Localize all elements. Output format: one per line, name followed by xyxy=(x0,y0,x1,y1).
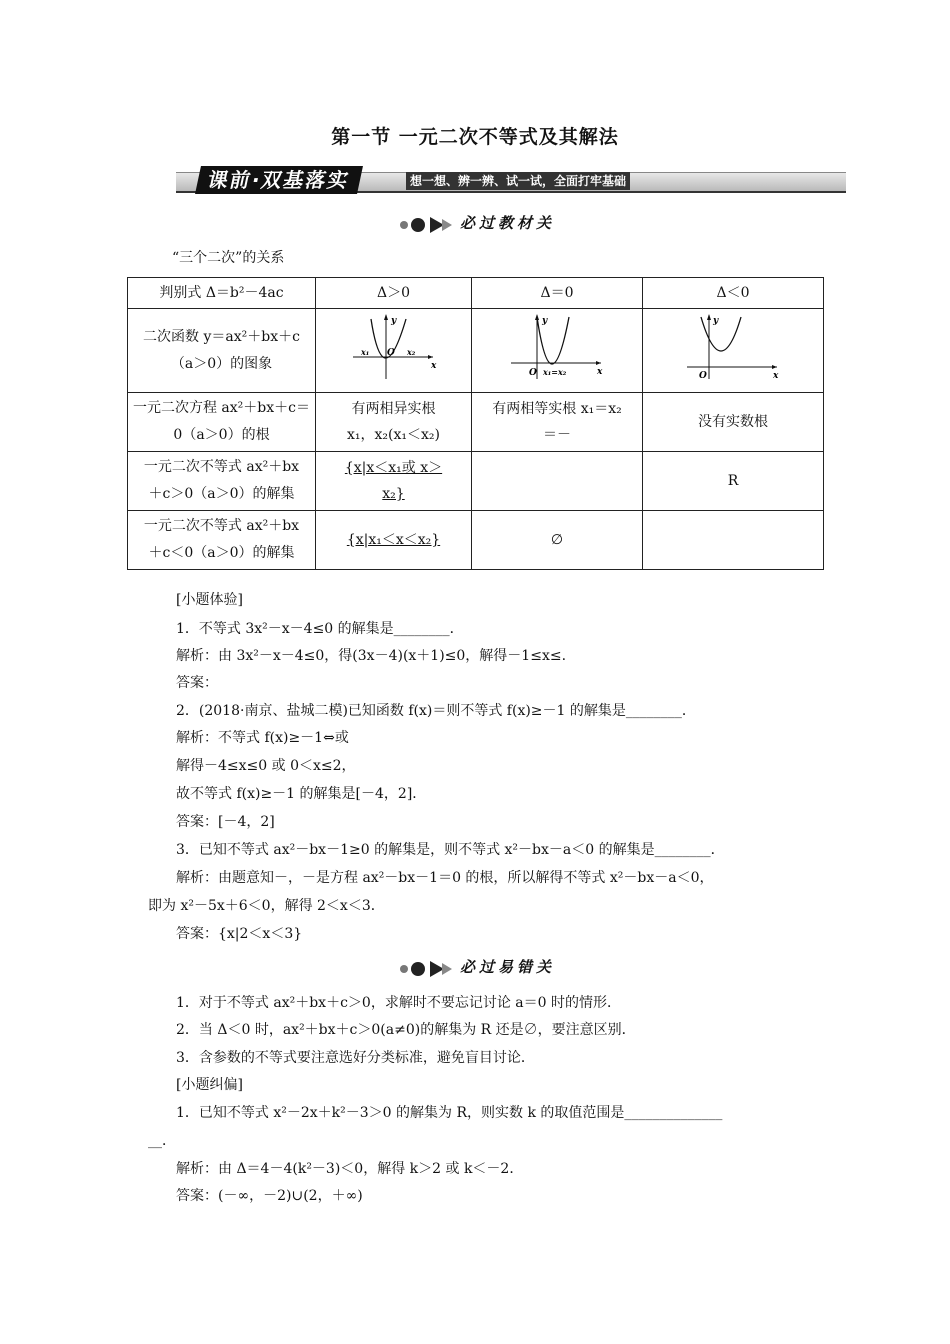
cell-line: {x|x＜x₁或 x＞ xyxy=(344,460,443,476)
header-cell: Δ＝0 xyxy=(472,278,643,309)
axis-label: y xyxy=(542,316,548,326)
axis-label: x xyxy=(773,371,779,381)
page-title: 第一节 一元二次不等式及其解法 xyxy=(331,126,619,148)
axis-label: y xyxy=(713,316,719,326)
text-line: 1．对于不等式 ax²＋bx＋c＞0，求解时不要忘记讨论 a＝0 时的情形． xyxy=(176,995,621,1011)
dots-arrow-icon xyxy=(398,216,458,234)
axis-label: x xyxy=(430,361,436,371)
three-quadratics-table xyxy=(127,277,824,570)
section-banner xyxy=(176,164,846,196)
parabola-no-root-graph xyxy=(683,311,783,381)
text-line: 解析：由题意知－，－是方程 ax²－bx－1＝0 的根，所以解得不等式 x²－bx－a＜0， xyxy=(176,870,714,886)
row-label: 一元二次方程 ax²＋bx＋c＝0（a＞0）的根 xyxy=(128,393,316,452)
table-caption: “三个二次”的关系 xyxy=(172,250,285,266)
text-line: 答案： xyxy=(176,675,218,691)
cell-line: 有两相等实根 x₁＝x₂ xyxy=(492,401,622,417)
header-cell: Δ＜0 xyxy=(643,278,824,309)
text-line: 解析：由 Δ＝4－4(k²－3)＜0，解得 k＞2 或 k＜－2． xyxy=(176,1161,524,1177)
parabola-two-roots-graph xyxy=(349,311,439,381)
dots-arrow-icon xyxy=(398,960,458,978)
text-line: [小题纠偏] xyxy=(176,1077,243,1093)
text-line: 答案：[－4，2] xyxy=(176,814,275,830)
cell-line: x₂} xyxy=(382,486,405,502)
text-line: 3．含参数的不等式要注意选好分类标准，避免盲目讨论． xyxy=(176,1050,535,1066)
origin-label: O xyxy=(529,368,537,378)
table-cell xyxy=(316,393,472,452)
cell-line: 一元二次不等式 ax²＋bx xyxy=(143,518,300,534)
graph-cell xyxy=(472,309,643,393)
banner-main-text: 课前·双基落实 xyxy=(195,166,363,194)
table-cell xyxy=(316,452,472,511)
root-label: x₁=x₂ xyxy=(543,367,567,377)
text-line: 2．当 Δ＜0 时，ax²＋bx＋c＞0(a≠0)的解集为 R 还是∅，要注意区别． xyxy=(176,1022,636,1038)
parabola-one-root-graph xyxy=(507,311,607,381)
table-cell: 没有实数根 xyxy=(643,393,824,452)
cell-line: ＝－ xyxy=(543,427,571,443)
table-cell xyxy=(472,452,643,511)
table-cell xyxy=(643,511,824,570)
cell-line: x₁，x₂(x₁＜x₂) xyxy=(347,427,440,443)
text-line: 2．(2018·南京、盐城二模)已知函数 f(x)＝则不等式 f(x)≥－1 的解集是________． xyxy=(176,703,696,719)
text-line: [小题体验] xyxy=(176,592,243,608)
header-cell: Δ＞0 xyxy=(316,278,472,309)
cell-line: 一元二次不等式 ax²＋bx xyxy=(143,459,300,475)
text-line: 答案：{x|2＜x＜3} xyxy=(176,926,303,942)
cell-line: ＋c＞0（a＞0）的解集 xyxy=(148,486,295,502)
table-cell xyxy=(472,393,643,452)
cell-line: 有两相异实根 xyxy=(351,401,436,417)
text-line: 即为 x²－5x＋6＜0，解得 2＜x＜3． xyxy=(148,898,385,914)
section-label: 必过教材关 xyxy=(460,214,556,232)
text-line: __． xyxy=(148,1133,176,1149)
section-label: 必过易错关 xyxy=(460,958,556,976)
graph-cell xyxy=(643,309,824,393)
text-line: 故不等式 f(x)≥－1 的解集是[－4，2]． xyxy=(176,786,427,802)
cell-line: ＋c＜0（a＞0）的解集 xyxy=(148,545,295,561)
text-line: 1．不等式 3x²－x－4≤0 的解集是________． xyxy=(176,621,464,637)
table-row xyxy=(128,393,824,452)
origin-label: O xyxy=(386,348,395,358)
cell-line: {x|x₁＜x＜x₂} xyxy=(346,532,441,548)
banner-sub-text: 想一想、辨一辨、试一试，全面打牢基础 xyxy=(406,172,630,190)
table-row xyxy=(128,309,824,393)
section-heading-textbook xyxy=(398,212,598,236)
text-line: 解析：由 3x²－x－4≤0，得(3x－4)(x＋1)≤0，解得－1≤x≤. xyxy=(176,648,567,664)
root-label: x₁ xyxy=(360,347,369,357)
origin-label: O xyxy=(699,371,707,381)
root-label: x₂ xyxy=(406,347,415,357)
text-line: 解得－4≤x≤0 或 0＜x≤2， xyxy=(176,758,356,774)
header-cell: 判别式 Δ＝b²－4ac xyxy=(128,278,316,309)
axis-label: x xyxy=(597,367,603,377)
text-line: 1．已知不等式 x²－2x＋k²－3＞0 的解集为 R，则实数 k 的取值范围是______________ xyxy=(176,1105,723,1121)
text-line: 3．已知不等式 ax²－bx－1≥0 的解集是，则不等式 x²－bx－a＜0 的解集是________． xyxy=(176,842,725,858)
axis-label: y xyxy=(390,316,396,326)
text-line: 答案：(－∞，－2)∪(2，＋∞) xyxy=(176,1188,363,1204)
table-row xyxy=(128,452,824,511)
table-cell: ∅ xyxy=(472,511,643,570)
section-heading-mistakes xyxy=(398,956,598,980)
table-cell: R xyxy=(643,452,824,511)
text-line: 解析：不等式 f(x)≥－1⇔或 xyxy=(176,730,349,746)
table-cell xyxy=(316,511,472,570)
graph-cell xyxy=(316,309,472,393)
row-label xyxy=(128,452,316,511)
table-row xyxy=(128,278,824,309)
table-row xyxy=(128,511,824,570)
row-label xyxy=(128,511,316,570)
row-label: 二次函数 y＝ax²＋bx＋c（a＞0）的图象 xyxy=(128,309,316,393)
